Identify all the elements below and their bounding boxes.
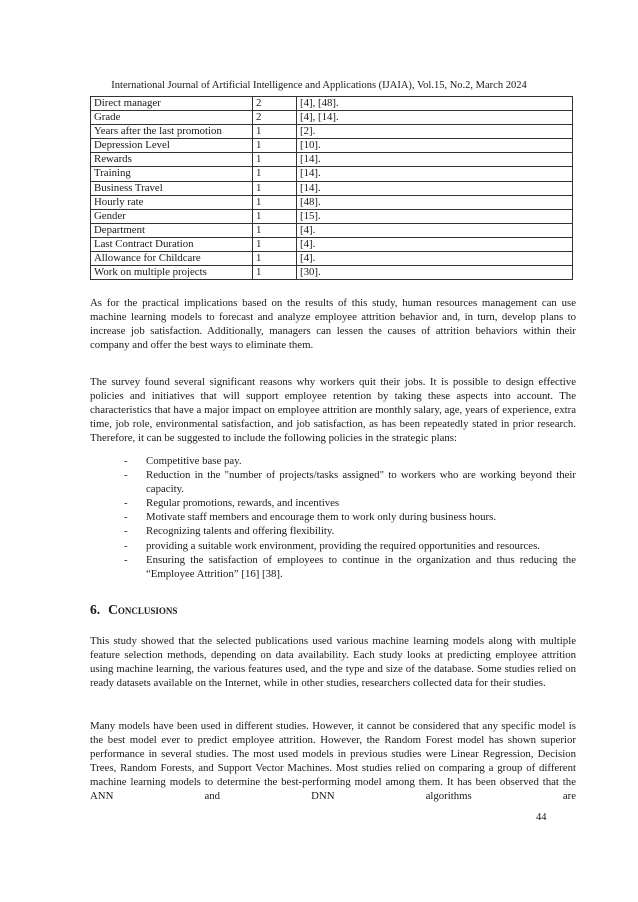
references-cell: [4]. (297, 252, 573, 266)
paragraph-conclusions-1: This study showed that the selected publications used various machine learning models along with multiple feature selection methods, depending on data availability. Each study looks at predicting employee attrition using machine learning, the various features used, and the type and size of the database. Some studies relied on ready datasets available on the Internet, while in other studies, researchers collected data for their studies. (90, 635, 576, 690)
page-number: 44 (536, 812, 547, 823)
table-row (91, 266, 573, 280)
references-cell: [4]. (297, 237, 573, 251)
references-cell: [48]. (297, 195, 573, 209)
count-cell: 1 (253, 139, 297, 153)
references-cell: [14]. (297, 167, 573, 181)
table-row (91, 223, 573, 237)
references-cell: [14]. (297, 153, 573, 167)
feature-table (90, 96, 573, 280)
count-cell: 1 (253, 237, 297, 251)
count-cell: 2 (253, 111, 297, 125)
list-item: - Motivate staff members and encourage them to work only during business hours. (124, 510, 576, 524)
references-cell: [4], [48]. (297, 97, 573, 111)
count-cell: 1 (253, 195, 297, 209)
list-item: - providing a suitable work environment, providing the required opportunities and resources. (124, 539, 576, 553)
list-item: - Ensuring the satisfaction of employees to continue in the organization and thus reducing the “Employee Attrition” [16] [38]. (124, 553, 576, 581)
references-cell: [30]. (297, 266, 573, 280)
table-row (91, 237, 573, 251)
table-row (91, 252, 573, 266)
count-cell: 1 (253, 125, 297, 139)
list-item: - Reduction in the "number of projects/tasks assigned" to workers who are working beyond their capacity. (124, 468, 576, 496)
list-item: - Competitive base pay. (124, 454, 576, 468)
count-cell: 1 (253, 181, 297, 195)
list-item: - Recognizing talents and offering flexibility. (124, 524, 576, 538)
feature-cell: Department (91, 223, 253, 237)
table-row (91, 153, 573, 167)
table-row (91, 139, 573, 153)
paragraph-survey-findings: The survey found several significant reasons why workers quit their jobs. It is possible to design effective policies and initiatives that will support employee retention by taking these aspects into account. The characteristics that have a major impact on employee attrition are monthly salary, age, years of experience, extra time, job role, environmental satisfaction, and job satisfaction, as has been repeatedly stated in prior research. Therefore, it can be suggested to include the following policies in the strategic plans: (90, 376, 576, 445)
table-row (91, 125, 573, 139)
policy-list (124, 454, 576, 581)
table-row (91, 111, 573, 125)
section-title: Conclusions (108, 602, 178, 617)
feature-cell: Direct manager (91, 97, 253, 111)
feature-cell: Years after the last promotion (91, 125, 253, 139)
count-cell: 1 (253, 209, 297, 223)
references-cell: [15]. (297, 209, 573, 223)
count-cell: 1 (253, 153, 297, 167)
table-row (91, 167, 573, 181)
feature-table-body (91, 97, 573, 280)
table-row (91, 195, 573, 209)
list-item: - Regular promotions, rewards, and incentives (124, 496, 576, 510)
references-cell: [4], [14]. (297, 111, 573, 125)
references-cell: [2]. (297, 125, 573, 139)
paragraph-practical-implications: As for the practical implications based on the results of this study, human resources management can use machine learning models to forecast and analyze employee attrition behavior and, in turn, develop plans to increase job satisfaction. Additionally, managers can lessen the causes of attrition behaviors within their company and offer the best ways to eliminate them. (90, 297, 576, 352)
count-cell: 2 (253, 97, 297, 111)
running-header: International Journal of Artificial Intelligence and Applications (IJAIA), Vol.15, No.2, March 2024 (111, 80, 527, 91)
feature-cell: Training (91, 167, 253, 181)
count-cell: 1 (253, 266, 297, 280)
paragraph-conclusions-2: Many models have been used in different studies. However, it cannot be considered that any specific model is the best model ever to predict employee attrition. However, the Random Forest model has shown superior performance in several studies. The most used models in previous studies were Linear Regression, Decision Trees, Random Forests, and Support Vector Machines. Most studies relied on comparing a group of different machine learning models to determine the best-performing model among them. It has been observed that the ANN and DNN algorithms are (90, 720, 576, 803)
table-row (91, 181, 573, 195)
feature-cell: Rewards (91, 153, 253, 167)
feature-cell: Depression Level (91, 139, 253, 153)
section-number: 6. (90, 602, 101, 617)
section-heading (90, 602, 177, 618)
count-cell: 1 (253, 167, 297, 181)
table-row (91, 97, 573, 111)
feature-cell: Work on multiple projects (91, 266, 253, 280)
feature-cell: Grade (91, 111, 253, 125)
count-cell: 1 (253, 252, 297, 266)
feature-cell: Allowance for Childcare (91, 252, 253, 266)
feature-cell: Gender (91, 209, 253, 223)
table-row (91, 209, 573, 223)
references-cell: [4]. (297, 223, 573, 237)
references-cell: [14]. (297, 181, 573, 195)
count-cell: 1 (253, 223, 297, 237)
feature-cell: Last Contract Duration (91, 237, 253, 251)
feature-cell: Hourly rate (91, 195, 253, 209)
references-cell: [10]. (297, 139, 573, 153)
feature-cell: Business Travel (91, 181, 253, 195)
